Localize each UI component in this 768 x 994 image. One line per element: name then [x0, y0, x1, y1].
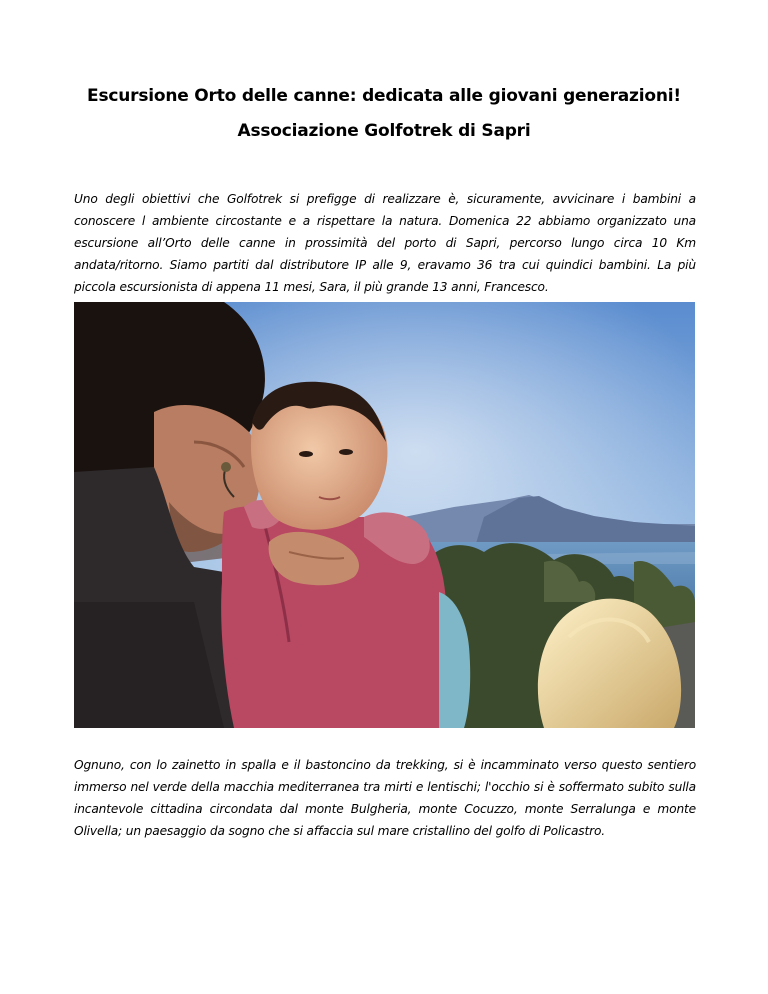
description-paragraph: Ognuno, con lo zainetto in spalla e il bastoncino da trekking, si è incamminato verso questo sentiero immerso nel verde della macchia mediterranea tra mirti e lentischi; l'occhio si è soffermato subito sulla incantevole cittadina circondata dal monte Bulgheria, monte Cocuzzo, monte Serralunga e monte Olivella; un paesaggio da sogno che si affaccia sul mare cristallino del golfo di Policastro.: [74, 758, 696, 838]
document-title: Escursione Orto delle canne: dedicata alle giovani generazioni!: [87, 86, 681, 106]
excursion-photo: [74, 302, 695, 728]
document-subtitle: Associazione Golfotrek di Sapri: [237, 121, 531, 141]
intro-paragraph: Uno degli obiettivi che Golfotrek si prefigge di realizzare è, sicuramente, avvicinare i bambini a conoscere l ambiente circostante e a rispettare la natura. Domenica 22 abbiamo organizzato una escursione all’Orto delle canne in prossimità del porto di Sapri, percorso lungo circa 10 Km andata/ritorno. Siamo partiti dal distributore IP alle 9, eravamo 36 tra cui quindici bambini. La più piccola escursionista di appena 11 mesi, Sara, il più grande 13 anni, Francesco.: [74, 192, 696, 294]
